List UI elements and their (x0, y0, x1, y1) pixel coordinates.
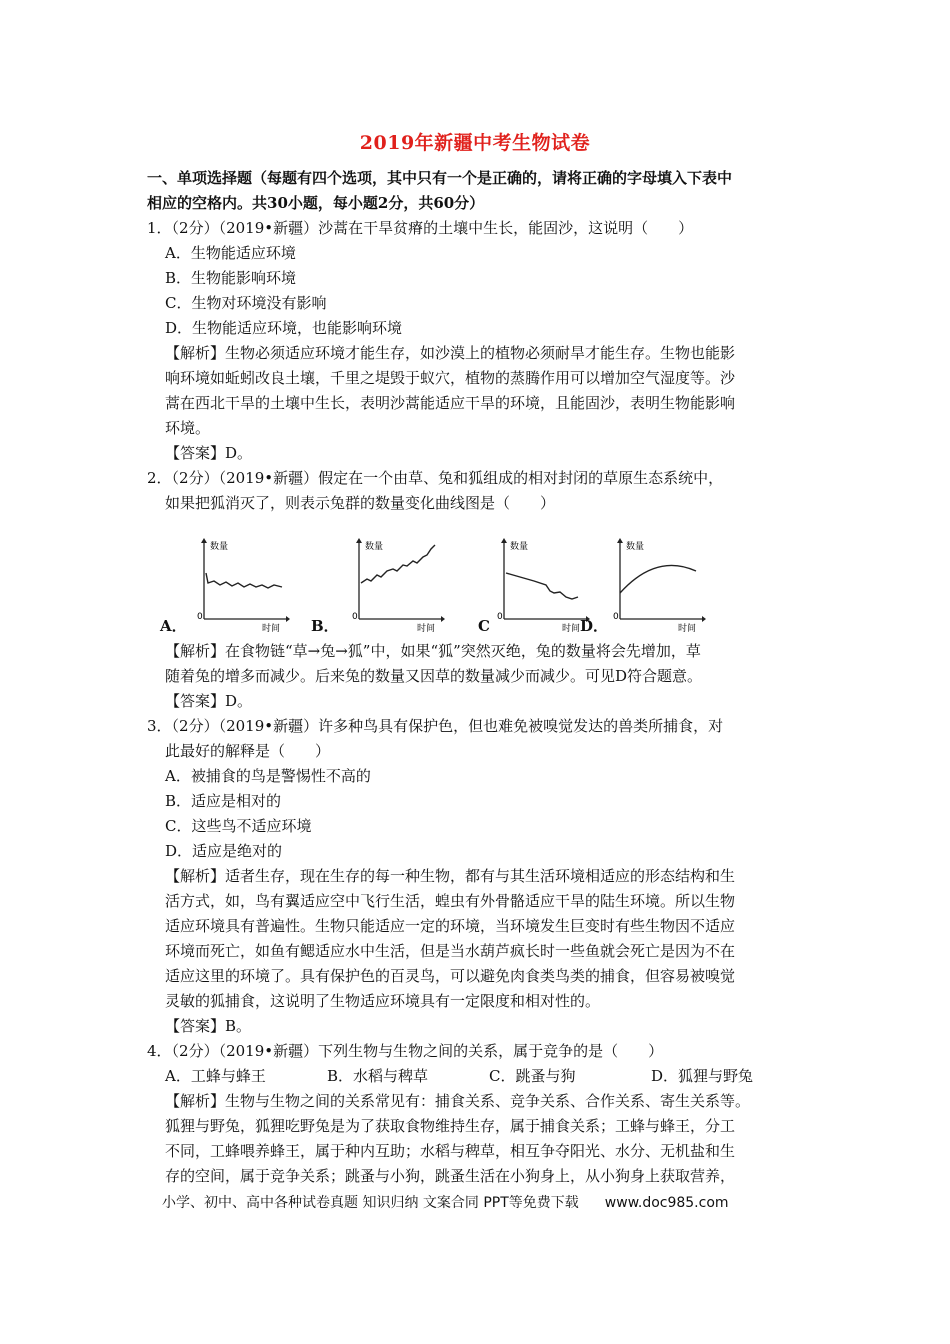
graph-label-d: D． (580, 617, 609, 635)
q1-analysis-line: 响环境如蚯蚓改良土壤，千里之堤毁于蚁穴，植物的蒸腾作用可以增加空气湿度等。沙 (165, 369, 736, 387)
q4-analysis-line: 存的空间，属于竞争关系；跳蚤与小狗，跳蚤生活在小狗身上，从小狗身上获取营养， (165, 1167, 736, 1185)
q3-analysis-line: 适应环境具有普遍性。生物只能适应一定的环境，当环境发生巨变时有些生物因不适应 (165, 917, 736, 935)
graph-d-origin: 0 (613, 612, 619, 622)
q4-option-a: A．工蜂与蜂王 (165, 1067, 266, 1085)
q1-option-a: A．生物能适应环境 (165, 244, 296, 262)
q3-analysis-line: 灵敏的狐捕食，这说明了生物适应环境具有一定限度和相对性的。 (165, 992, 601, 1010)
q4-option-d: D．狐狸与野兔 (651, 1067, 754, 1085)
q1-stem: 1．（2分）（2019•新疆）沙蒿在干旱贫瘠的土壤中生长，能固沙，这说明（ ） (147, 219, 694, 237)
q2-answer: 【答案】D。 (165, 692, 253, 710)
graph-label-a: A． (160, 617, 187, 635)
graph-c-origin: 0 (497, 612, 503, 622)
graph-a-y-label: 数量 (210, 542, 229, 552)
graph-b-x-label: 时间 (417, 624, 436, 634)
graph-a-origin: 0 (197, 612, 203, 622)
graph-d-y-label: 数量 (626, 542, 645, 552)
q3-option-b: B．适应是相对的 (165, 792, 282, 810)
section-heading-line-2: 相应的空格内。共30小题，每小题2分，共60分） (147, 194, 485, 212)
q2-analysis-line: 【解析】在食物链“草→兔→狐”中，如果“狐”突然灭绝，兔的数量将会先增加，草 (165, 642, 701, 660)
footer-url[interactable]: www.doc985.com (604, 1195, 729, 1211)
q3-analysis-line: 活方式，如，鸟有翼适应空中飞行生活，蝗虫有外骨骼适应干旱的陆生环境。所以生物 (165, 892, 736, 910)
q4-analysis-line: 【解析】生物与生物之间的关系常见有：捕食关系、竞争关系、合作关系、寄生关系等。 (165, 1092, 751, 1110)
footer-text: 小学、初中、高中各种试卷真题 知识归纳 文案合同 PPT等免费下载 (162, 1195, 579, 1211)
graph-c (490, 535, 590, 634)
q2-stem-line-1: 2．（2分）（2019•新疆）假定在一个由草、兔和狐组成的相对封闭的草原生态系统中， (147, 469, 724, 487)
q4-analysis-line: 狐狸与野兔，狐狸吃野兔是为了获取食物维持生存，属于捕食关系；工蜂与蜂王，分工 (165, 1117, 736, 1135)
q3-analysis-line: 【解析】适者生存，现在生存的每一种生物，都有与其生活环境相适应的形态结构和生 (165, 867, 736, 885)
graph-label-b: B． (311, 617, 339, 635)
q3-stem-line-2: 此最好的解释是（ ） (165, 742, 331, 760)
graph-d (606, 535, 706, 634)
q4-option-c: C．跳蚤与狗 (489, 1067, 576, 1085)
page-footer (162, 1193, 729, 1213)
q1-option-c: C．生物对环境没有影响 (165, 294, 327, 312)
q1-analysis-line: 环境。 (165, 419, 211, 437)
graph-b-origin: 0 (352, 612, 358, 622)
q3-answer: 【答案】B。 (165, 1017, 252, 1035)
q3-analysis-line: 适应这里的环境了。具有保护色的百灵鸟，可以避免肉食类鸟类的捕食，但容易被嗅觉 (165, 967, 736, 985)
graph-a-x-label: 时间 (262, 624, 281, 634)
q4-analysis-line: 不同，工蜂喂养蜂王，属于种内互助；水稻与稗草，相互争夺阳光、水分、无机盐和生 (165, 1142, 736, 1160)
q1-answer: 【答案】D。 (165, 444, 253, 462)
q4-option-b: B．水稻与稗草 (327, 1067, 429, 1085)
graph-c-curve (506, 573, 578, 599)
q4-options (165, 1066, 805, 1086)
q4-stem: 4．（2分）（2019•新疆）下列生物与生物之间的关系，属于竞争的是（ ） (147, 1042, 664, 1060)
q1-analysis-line: 【解析】生物必须适应环境才能生存，如沙漠上的植物必须耐旱才能生存。生物也能影 (165, 344, 736, 362)
q2-analysis-line: 随着兔的增多而减少。后来兔的数量又因草的数量减少而减少。可见D符合题意。 (165, 667, 703, 685)
graph-b-y-label: 数量 (365, 542, 384, 552)
graph-d-curve (620, 565, 696, 593)
graph-a-curve (206, 573, 282, 588)
section-heading-line-1: 一、单项选择题（每题有四个选项，其中只有一个是正确的，请将正确的字母填入下表中 (147, 169, 733, 187)
graph-d-x-label: 时间 (678, 624, 697, 634)
q3-option-c: C．这些鸟不适应环境 (165, 817, 312, 835)
graph-c-y-label: 数量 (510, 542, 529, 552)
graph-label-c: C (478, 617, 490, 635)
graph-b (345, 535, 445, 634)
q3-option-d: D．适应是绝对的 (165, 842, 283, 860)
graph-c-x-label: 时间 (562, 624, 581, 634)
q2-stem-line-2: 如果把狐消灭了，则表示兔群的数量变化曲线图是（ ） (165, 494, 556, 512)
q3-option-a: A．被捕食的鸟是警惕性不高的 (165, 767, 371, 785)
q1-option-d: D．生物能适应环境，也能影响环境 (165, 319, 403, 337)
q1-analysis-line: 蒿在西北干旱的土壤中生长，表明沙蒿能适应干旱的环境，且能固沙，表明生物能影响 (165, 394, 736, 412)
q1-option-b: B．生物能影响环境 (165, 269, 297, 287)
q3-analysis-line: 环境而死亡，如鱼有鳃适应水中生活，但是当水葫芦疯长时一些鱼就会死亡是因为不在 (165, 942, 736, 960)
graph-a (190, 535, 290, 634)
page-title: 2019年新疆中考生物试卷 (359, 132, 591, 154)
q3-stem-line-1: 3．（2分）（2019•新疆）许多种鸟具有保护色，但也难免被嗅觉发达的兽类所捕食，对 (147, 717, 724, 735)
